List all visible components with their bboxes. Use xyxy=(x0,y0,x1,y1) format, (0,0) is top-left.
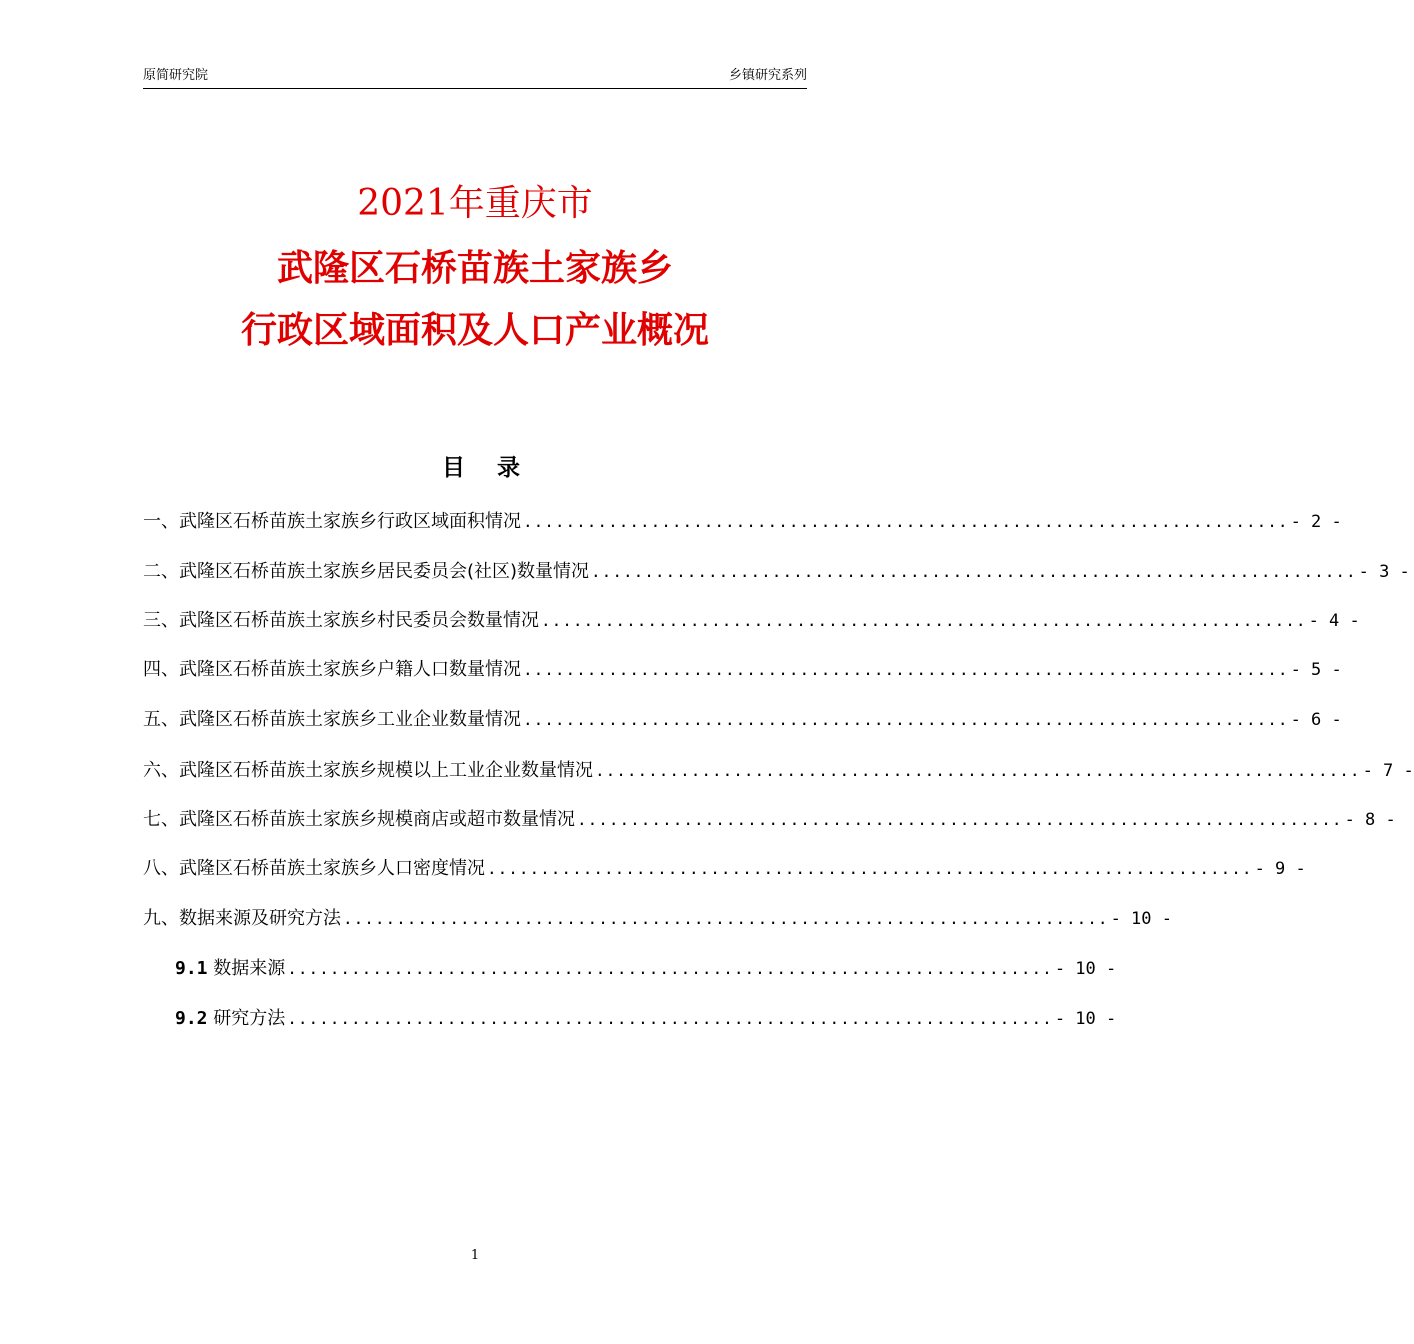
toc-heading: 目 录 xyxy=(441,455,532,481)
toc-leader-dots: ........................................................................ xyxy=(287,959,1053,978)
toc-entry-page: - 6 - xyxy=(1290,710,1342,730)
toc-entry-title: 一、武隆区石桥苗族土家族乡行政区域面积情况 xyxy=(143,511,521,532)
toc-subentry-page: - 10 - xyxy=(1054,1009,1117,1029)
toc-entry-title: 四、武隆区石桥苗族土家族乡户籍人口数量情况 xyxy=(143,659,521,680)
toc-entry-page: - 7 - xyxy=(1362,761,1414,781)
document-title-line-1: 2021年重庆市 xyxy=(357,183,593,224)
toc-leader-dots: ........................................................................ xyxy=(523,512,1289,531)
toc-entry-1[interactable] xyxy=(143,507,1342,537)
toc-entry-title: 九、数据来源及研究方法 xyxy=(143,908,341,929)
toc-entry-title: 七、武隆区石桥苗族土家族乡规模商店或超市数量情况 xyxy=(143,809,575,830)
toc-subentry-title: 研究方法 xyxy=(213,1008,286,1029)
toc-entry-3[interactable] xyxy=(143,606,1360,636)
header-series: 乡镇研究系列 xyxy=(728,68,807,83)
toc-leader-dots: ........................................................................ xyxy=(595,761,1361,780)
toc-entry-4[interactable] xyxy=(143,655,1342,685)
toc-entry-title: 三、武隆区石桥苗族土家族乡村民委员会数量情况 xyxy=(143,610,539,631)
header-publisher: 原简研究院 xyxy=(143,68,209,83)
toc-entry-page: - 8 - xyxy=(1344,810,1396,830)
document-title-line-2: 武隆区石桥苗族土家族乡 xyxy=(276,247,673,289)
toc-leader-dots: ........................................................................ xyxy=(577,810,1343,829)
toc-entry-5[interactable] xyxy=(143,705,1342,735)
toc-entry-page: - 10 - xyxy=(1110,909,1172,929)
toc-entry-page: - 3 - xyxy=(1358,562,1410,582)
page-number: 1 xyxy=(470,1248,480,1263)
toc-entry-page: - 4 - xyxy=(1308,611,1360,631)
toc-entry-page: - 5 - xyxy=(1290,660,1342,680)
toc-subentry-title: 数据来源 xyxy=(213,958,286,979)
toc-leader-dots: ........................................................................ xyxy=(343,909,1109,928)
toc-entry-8[interactable] xyxy=(143,854,1306,884)
page-header xyxy=(143,66,807,89)
toc-entry-2[interactable] xyxy=(143,557,1410,587)
toc-subentry-number: 9.2 xyxy=(175,1008,208,1029)
toc-entry-title: 二、武隆区石桥苗族土家族乡居民委员会(社区)数量情况 xyxy=(143,561,590,582)
document-title-line-3: 行政区域面积及人口产业概况 xyxy=(240,309,709,351)
toc-entry-title: 五、武隆区石桥苗族土家族乡工业企业数量情况 xyxy=(143,709,521,730)
toc-entry-title: 八、武隆区石桥苗族土家族乡人口密度情况 xyxy=(143,858,485,879)
toc-subentry-2[interactable] xyxy=(175,1004,1117,1034)
toc-entry-6[interactable] xyxy=(143,756,1414,786)
toc-leader-dots: ........................................................................ xyxy=(487,859,1253,878)
toc-entry-title: 六、武隆区石桥苗族土家族乡规模以上工业企业数量情况 xyxy=(143,760,593,781)
toc-entry-9[interactable] xyxy=(143,904,1172,934)
toc-subentry-page: - 10 - xyxy=(1054,959,1117,979)
toc-entry-7[interactable] xyxy=(143,805,1396,835)
toc-leader-dots: ........................................................................ xyxy=(541,611,1307,630)
toc-entry-page: - 9 - xyxy=(1254,859,1306,879)
toc-subentry-1[interactable] xyxy=(175,954,1117,984)
toc-entry-page: - 2 - xyxy=(1290,512,1342,532)
toc-leader-dots: ........................................................................ xyxy=(523,660,1289,679)
toc-subentry-number: 9.1 xyxy=(175,958,208,979)
toc-leader-dots: ........................................................................ xyxy=(591,562,1357,581)
toc-leader-dots: ........................................................................ xyxy=(287,1009,1053,1028)
toc-leader-dots: ........................................................................ xyxy=(523,710,1289,729)
